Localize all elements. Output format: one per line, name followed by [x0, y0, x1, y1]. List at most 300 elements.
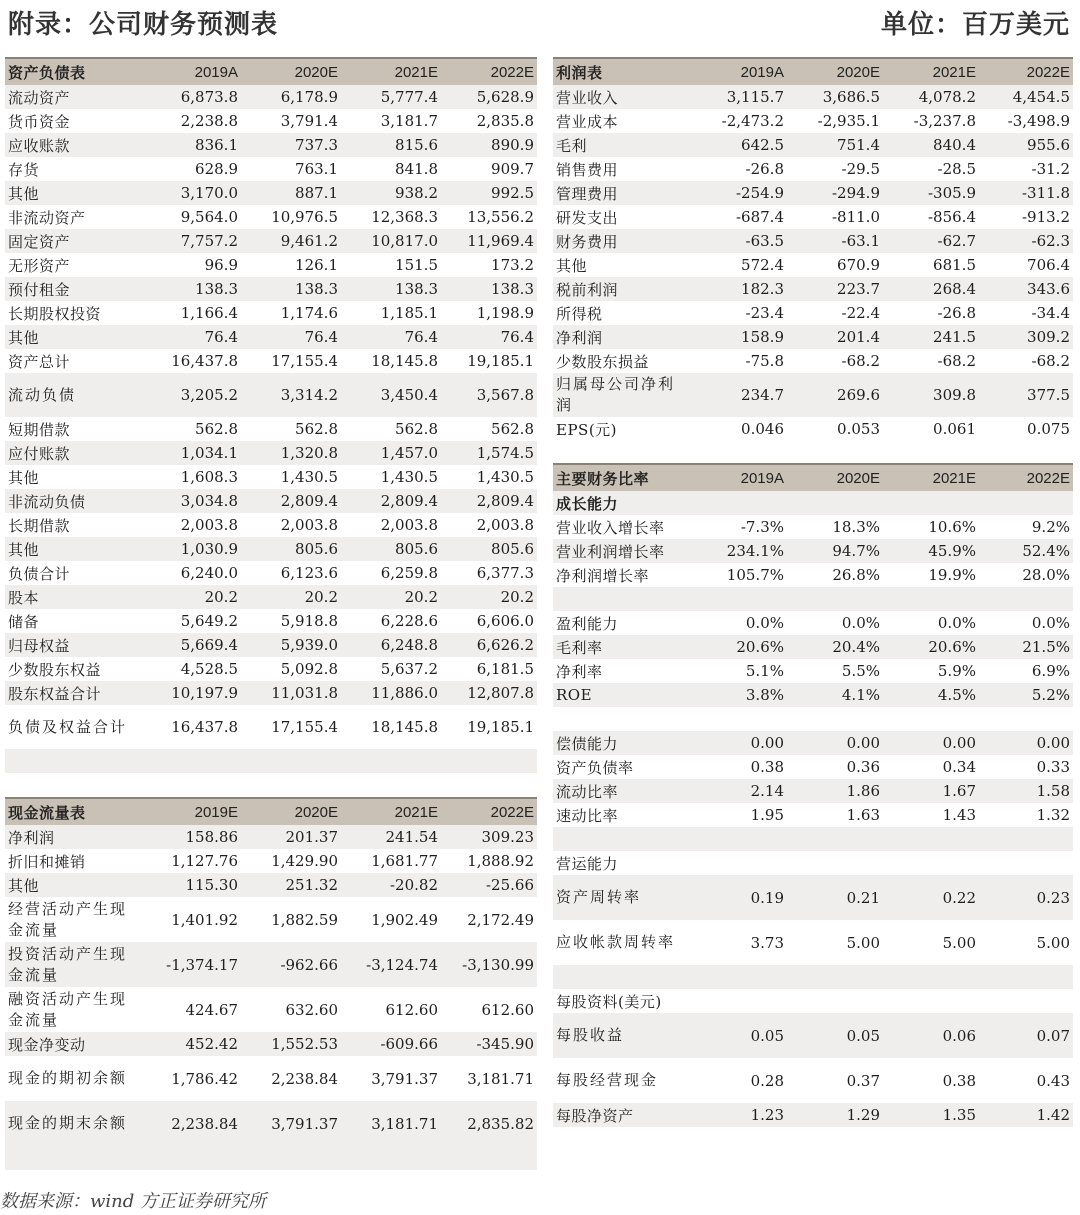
row-label: 所得税 [556, 304, 603, 323]
cell-value [979, 587, 1073, 611]
cell-value: 1,786.42 [171, 1069, 238, 1088]
table-row [5, 942, 537, 987]
table-row [5, 181, 537, 205]
cell-value: 562.8 [295, 420, 338, 438]
cell-value: 815.6 [341, 133, 441, 157]
cell-value: 76.4 [145, 325, 241, 349]
year-header: 2019A [693, 464, 787, 491]
table-row [5, 849, 537, 873]
cell-value: -7.3% [740, 518, 784, 536]
row-label: 每股收益 [553, 1013, 693, 1058]
cell-value: -29.5 [841, 160, 880, 178]
row-label: 现金的期初余额 [8, 1069, 128, 1087]
table-row [553, 515, 1073, 539]
table-row [553, 491, 1073, 515]
row-label: 非流动负债 [5, 489, 145, 513]
cell-value: 138.3 [145, 277, 241, 301]
cell-value: 452.42 [145, 1032, 241, 1056]
cell-value: 890.9 [441, 133, 537, 157]
row-label: 其他 [5, 181, 145, 205]
cell-value: 0.38 [750, 758, 784, 776]
table-row [553, 229, 1073, 253]
cell-value: 4,078.2 [883, 85, 979, 109]
cell-value: 0.37 [846, 1071, 880, 1090]
row-label: 净利润增长率 [556, 566, 650, 585]
cell-value: 6,377.3 [476, 564, 534, 582]
cell-value [883, 827, 979, 851]
cell-value: 309.2 [979, 325, 1073, 349]
cell-value: -68.2 [1031, 352, 1070, 370]
cell-value: 18,145.8 [371, 352, 438, 370]
cell-value: 1,185.1 [380, 304, 438, 322]
table-row [5, 253, 537, 277]
row-label: 营业收入增长率 [556, 518, 665, 537]
cell-value: -962.66 [241, 942, 341, 987]
row-label [553, 965, 693, 989]
table-row [553, 659, 1073, 683]
cell-value: -811.0 [831, 208, 880, 226]
table-row [553, 731, 1073, 755]
cell-value: 1.67 [883, 779, 979, 803]
cell-value: 0.00 [979, 731, 1073, 755]
table-row [553, 349, 1073, 373]
cell-value: -345.90 [441, 1032, 537, 1056]
cell-value: 5.2% [979, 683, 1073, 707]
table-row [5, 417, 537, 441]
cell-value: -3,498.9 [1007, 112, 1070, 130]
row-label: 每股资料(美元) [556, 992, 662, 1011]
cell-value: 241.54 [341, 825, 441, 849]
table-row [5, 657, 537, 681]
row-label: 货币资金 [8, 112, 71, 131]
cell-value [787, 965, 883, 989]
cell-value: 0.05 [787, 1013, 883, 1058]
cell-value: -75.8 [745, 352, 784, 370]
row-label: 其他 [556, 256, 588, 275]
cell-value: -34.4 [1031, 304, 1070, 322]
table-row [5, 349, 537, 373]
cell-value: 138.3 [341, 277, 441, 301]
year-header: 2020E [241, 798, 341, 825]
cell-value: 26.8% [832, 566, 880, 584]
row-label: 毛利 [553, 133, 693, 157]
row-label: 固定资产 [5, 229, 145, 253]
table-row [553, 611, 1073, 635]
cell-value: 269.6 [787, 373, 883, 417]
cell-value: 20.2 [341, 585, 441, 609]
row-label: 长期借款 [8, 516, 71, 535]
table-title: 现金流量表 [5, 798, 145, 825]
cell-value: 887.1 [241, 181, 341, 205]
cell-value [787, 989, 883, 1013]
cell-value: 7,757.2 [145, 229, 241, 253]
cell-value: 1.32 [1036, 806, 1070, 824]
cell-value: 0.0% [1031, 614, 1070, 632]
row-label: 无形资产 [8, 256, 71, 275]
cell-value: 5,939.0 [241, 633, 341, 657]
cell-value: 2,809.4 [441, 489, 537, 513]
table-row [5, 681, 537, 705]
cell-value: 1,608.3 [180, 468, 238, 486]
cell-value: 1,034.1 [145, 441, 241, 465]
cell-value: 18.3% [832, 518, 880, 536]
cell-value: 10.6% [928, 518, 976, 536]
row-label: 存货 [8, 160, 40, 179]
cell-value: 9,564.0 [180, 208, 238, 226]
cell-value: 76.4 [441, 325, 537, 349]
row-label [553, 587, 693, 611]
row-label: 销售费用 [556, 160, 619, 179]
table-row [553, 563, 1073, 587]
cell-value: 2,003.8 [280, 516, 338, 534]
cell-value: 1,320.8 [241, 441, 341, 465]
table-row [5, 301, 537, 325]
table-row [5, 705, 537, 749]
cell-value: 1.23 [693, 1103, 787, 1127]
unit-label: 单位：百万美元 [880, 10, 1070, 40]
cell-value: 1,430.5 [380, 468, 438, 486]
cell-value [787, 587, 883, 611]
cell-value: -28.5 [937, 160, 976, 178]
row-label: 负债及权益合计 [8, 717, 128, 736]
table-row [553, 205, 1073, 229]
year-header: 2019A [693, 58, 787, 85]
cell-value: 6,123.6 [280, 564, 338, 582]
cell-value: -22.4 [841, 304, 880, 322]
cell-value: 0.00 [693, 731, 787, 755]
cell-value [979, 965, 1073, 989]
row-label: 储备 [8, 612, 40, 631]
cell-value: 0.22 [883, 875, 979, 920]
cell-value: 1,902.49 [371, 910, 438, 929]
cell-value: 10,817.0 [341, 229, 441, 253]
cell-value: -2,473.2 [721, 112, 784, 130]
cell-value: 3.8% [693, 683, 787, 707]
cell-value: 2,835.82 [441, 1101, 537, 1146]
cell-value: 0.053 [837, 420, 880, 438]
row-label: 长期股权投资 [8, 304, 102, 323]
cell-value: 1,127.76 [171, 852, 238, 870]
cell-value [979, 989, 1073, 1013]
cell-value: 0.38 [942, 1071, 976, 1090]
cell-value: -687.4 [735, 208, 784, 226]
cell-value: 0.21 [787, 875, 883, 920]
cell-value: 3,205.2 [145, 373, 241, 417]
cell-value: 1.43 [942, 806, 976, 824]
page-title: 附录：公司财务预测表 [8, 10, 279, 40]
cell-value: 612.60 [385, 1000, 438, 1019]
year-header: 2020E [787, 58, 883, 85]
row-label [553, 707, 693, 731]
row-label: 营运能力 [556, 854, 619, 873]
row-label: 其他 [5, 873, 145, 897]
cell-value: 2,809.4 [341, 489, 441, 513]
table-row [553, 851, 1073, 875]
table-row [5, 205, 537, 229]
cell-value: 805.6 [441, 537, 537, 561]
table-row [553, 1058, 1073, 1103]
cell-value: 3.73 [750, 933, 784, 952]
cell-value: 2,835.8 [476, 112, 534, 130]
income-statement-table [553, 57, 1073, 441]
row-label: 净利润 [553, 325, 693, 349]
table-row [553, 1103, 1073, 1127]
cell-value: -856.4 [927, 208, 976, 226]
table-row [5, 109, 537, 133]
cell-value: 1,401.92 [171, 910, 238, 929]
cell-value: 0.06 [883, 1013, 979, 1058]
table-row [5, 489, 537, 513]
cell-value: 4.1% [787, 683, 883, 707]
row-label: ROE [553, 683, 693, 707]
cell-value: 4.5% [883, 683, 979, 707]
cell-value: 151.5 [395, 256, 438, 274]
cell-value: 0.00 [787, 731, 883, 755]
cell-value: 10,976.5 [271, 208, 338, 226]
row-label: 营业成本 [556, 112, 619, 131]
cell-value: 3,170.0 [145, 181, 241, 205]
cell-value: -609.66 [341, 1032, 441, 1056]
cell-value: 21.5% [979, 635, 1073, 659]
table-row [553, 827, 1073, 851]
cell-value: 0.0% [745, 614, 784, 632]
row-label: 应收帐款周转率 [556, 933, 676, 951]
cell-value: 17,155.4 [271, 352, 338, 370]
table-row [553, 325, 1073, 349]
cell-value: 13,556.2 [467, 208, 534, 226]
cell-value: 1,198.9 [476, 304, 534, 322]
row-label: 偿债能力 [553, 731, 693, 755]
cell-value: 76.4 [241, 325, 341, 349]
cell-value: 1.95 [750, 806, 784, 824]
cell-value: 3,181.71 [467, 1069, 534, 1088]
cash-flow-table [5, 797, 537, 1170]
cell-value: 20.2 [145, 585, 241, 609]
cell-value: 3,686.5 [787, 85, 883, 109]
row-label: 速动比率 [556, 806, 619, 825]
table-row [553, 373, 1073, 417]
cell-value: -305.9 [883, 181, 979, 205]
financial-ratio-table [553, 463, 1073, 1127]
cell-value: -26.8 [745, 160, 784, 178]
table-row [5, 85, 537, 109]
cell-value: 737.3 [241, 133, 341, 157]
cell-value: 251.32 [241, 873, 341, 897]
row-label: 短期借款 [8, 420, 71, 439]
cell-value: 3,450.4 [341, 373, 441, 417]
table-row [553, 707, 1073, 731]
cell-value [979, 851, 1073, 875]
cell-value [979, 827, 1073, 851]
cell-value: 20.6% [693, 635, 787, 659]
cell-value: 76.4 [341, 325, 441, 349]
cell-value: -68.2 [841, 352, 880, 370]
cell-value: 0.34 [942, 758, 976, 776]
row-label: 净利率 [556, 662, 603, 681]
table-row [553, 181, 1073, 205]
table-row [5, 609, 537, 633]
table-row [5, 133, 537, 157]
row-label: 资产负债率 [556, 758, 634, 777]
cell-value: 6.9% [1031, 662, 1070, 680]
cell-value: 234.1% [693, 539, 787, 563]
cell-value [787, 707, 883, 731]
row-label: 税前利润 [553, 277, 693, 301]
cell-value: 0.33 [1036, 758, 1070, 776]
cell-value: 763.1 [295, 160, 338, 178]
cell-value: 2,238.84 [145, 1101, 241, 1146]
cell-value: 1,574.5 [441, 441, 537, 465]
source-note: 数据来源：wind 方正证券研究所 [0, 1191, 266, 1212]
cell-value: 11,969.4 [441, 229, 537, 253]
cell-value: 562.8 [395, 420, 438, 438]
cell-value: -23.4 [745, 304, 784, 322]
row-label: 预付租金 [5, 277, 145, 301]
table-row [5, 513, 537, 537]
cell-value: 17,155.4 [271, 718, 338, 736]
table-row [553, 779, 1073, 803]
cell-value: 1,888.92 [467, 852, 534, 870]
year-header: 2021E [883, 58, 979, 85]
cell-value: 955.6 [979, 133, 1073, 157]
cell-value [693, 491, 787, 515]
table-row [553, 1013, 1073, 1058]
table-row [5, 277, 537, 301]
cell-value: -3,124.74 [341, 942, 441, 987]
cell-value: 751.4 [787, 133, 883, 157]
table-row [553, 85, 1073, 109]
cell-value: 12,368.3 [371, 208, 438, 226]
cell-value [693, 851, 787, 875]
cell-value: 1.35 [883, 1103, 979, 1127]
cell-value: 642.5 [693, 133, 787, 157]
cell-value: 2,003.8 [380, 516, 438, 534]
cell-value: -311.8 [979, 181, 1073, 205]
cell-value: 45.9% [883, 539, 979, 563]
cell-value: 909.7 [491, 160, 534, 178]
cell-value: 3,181.7 [380, 112, 438, 130]
cell-value: -3,237.8 [913, 112, 976, 130]
row-label: 少数股东损益 [556, 352, 650, 371]
row-label: 股东权益合计 [5, 681, 145, 705]
row-label: 股本 [5, 585, 145, 609]
cell-value: 5,777.4 [341, 85, 441, 109]
year-header: 2021E [341, 58, 441, 85]
table-row [553, 109, 1073, 133]
cell-value: 20.2 [241, 585, 341, 609]
cell-value: -63.5 [693, 229, 787, 253]
cell-value: 158.86 [145, 825, 241, 849]
row-label: 经营活动产生现金流量 [8, 899, 128, 939]
cell-value: 16,437.8 [171, 352, 238, 370]
cell-value: 2,172.49 [467, 910, 534, 929]
table-row [5, 561, 537, 585]
cell-value [883, 851, 979, 875]
cell-value: 706.4 [1027, 256, 1070, 274]
cell-value: -3,130.99 [441, 942, 537, 987]
table-row [553, 301, 1073, 325]
table-row [553, 803, 1073, 827]
table-row [553, 539, 1073, 563]
cell-value: 5.5% [841, 662, 880, 680]
table-header-row [553, 464, 1073, 491]
cell-value: 0.061 [933, 420, 976, 438]
table-title: 利润表 [553, 58, 693, 85]
blank-row [5, 1146, 537, 1170]
cell-value: 992.5 [441, 181, 537, 205]
cell-value: 805.6 [241, 537, 341, 561]
cell-value: 5,092.8 [280, 660, 338, 678]
cell-value: 3,115.7 [693, 85, 787, 109]
cell-value: 5.00 [942, 933, 976, 952]
cell-value: 0.36 [846, 758, 880, 776]
cell-value: 1,552.53 [241, 1032, 341, 1056]
year-header: 2022E [441, 798, 537, 825]
cell-value [883, 989, 979, 1013]
cell-value: 241.5 [883, 325, 979, 349]
cell-value: 3,567.8 [441, 373, 537, 417]
row-label: EPS(元) [556, 420, 618, 439]
year-header: 2019A [145, 58, 241, 85]
cell-value: 16,437.8 [171, 718, 238, 736]
table-row [553, 755, 1073, 779]
table-row [553, 635, 1073, 659]
cell-value: -63.1 [787, 229, 883, 253]
balance-sheet-table [5, 57, 537, 797]
cell-value [979, 491, 1073, 515]
row-label: 研发支出 [556, 208, 619, 227]
table-title: 资产负债表 [5, 58, 145, 85]
row-label: 盈利能力 [556, 614, 619, 633]
cell-value: 670.9 [837, 256, 880, 274]
cell-value: 126.1 [295, 256, 338, 274]
cell-value: 201.4 [787, 325, 883, 349]
row-label: 现金的期末余额 [5, 1101, 145, 1146]
cell-value: 6,178.9 [241, 85, 341, 109]
cell-value: 3,181.71 [341, 1101, 441, 1146]
cell-value: 841.8 [395, 160, 438, 178]
table-row [5, 325, 537, 349]
row-label: 现金净变动 [5, 1032, 145, 1056]
blank-row [5, 773, 537, 797]
cell-value: 96.9 [204, 256, 238, 274]
cell-value: 234.7 [693, 373, 787, 417]
year-header: 2022E [979, 464, 1073, 491]
cell-value: 10,197.9 [145, 681, 241, 705]
row-label: 资产周转率 [553, 875, 693, 920]
table-header-row [5, 58, 537, 85]
cell-value: 0.23 [979, 875, 1073, 920]
cell-value [979, 707, 1073, 731]
cell-value: 3,791.37 [241, 1101, 341, 1146]
row-label: 流动比率 [553, 779, 693, 803]
cell-value: 5,649.2 [180, 612, 238, 630]
cell-value: 1,166.4 [180, 304, 238, 322]
row-label: 每股经营现金 [556, 1071, 659, 1089]
cell-value: 19,185.1 [467, 352, 534, 370]
cell-value: 2,809.4 [241, 489, 341, 513]
cell-value [787, 491, 883, 515]
table-row [5, 987, 537, 1032]
cell-value: 1.58 [979, 779, 1073, 803]
cell-value: 1,430.5 [280, 468, 338, 486]
cell-value: -254.9 [693, 181, 787, 205]
cell-value: 0.00 [883, 731, 979, 755]
cell-value: 6,626.2 [441, 633, 537, 657]
cell-value [693, 707, 787, 731]
cell-value: 572.4 [741, 256, 784, 274]
table-row [5, 229, 537, 253]
